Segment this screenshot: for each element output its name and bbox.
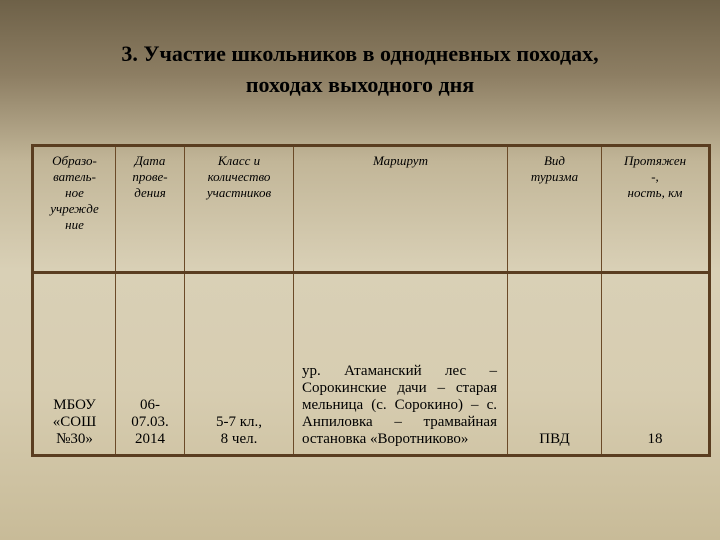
cell-text: 07.03. bbox=[131, 414, 169, 430]
header-text: Протяжен bbox=[623, 153, 687, 168]
cell-text: 5-7 кл., bbox=[215, 414, 263, 430]
hikes-table bbox=[31, 144, 711, 457]
header-text: дения bbox=[134, 185, 166, 200]
slide-title-line-2: походах выходного дня bbox=[245, 72, 475, 97]
header-text: количество bbox=[207, 169, 271, 184]
header-text: -, bbox=[651, 169, 659, 184]
cell-text: №30» bbox=[56, 431, 93, 447]
header-text: Класс и bbox=[217, 153, 261, 168]
table-row bbox=[33, 273, 710, 456]
cell-text: 8 чел. bbox=[220, 431, 258, 447]
header-text: Маршрут bbox=[373, 153, 428, 168]
header-participants bbox=[185, 146, 294, 273]
slide-title bbox=[0, 38, 720, 100]
header-text: Образо- bbox=[52, 153, 97, 168]
cell-text: МБОУ bbox=[53, 397, 96, 413]
cell-text: 2014 bbox=[135, 431, 165, 447]
header-text: ность, км bbox=[627, 185, 683, 200]
cell-participants bbox=[185, 273, 294, 456]
cell-length: 18 bbox=[602, 273, 710, 456]
header-text: туризма bbox=[530, 169, 579, 184]
header-text: участников bbox=[206, 185, 272, 200]
header-text: Дата bbox=[134, 153, 166, 168]
header-text: Вид bbox=[543, 153, 566, 168]
slide-title-line-1: 3. Участие школьников в однодневных походах, bbox=[121, 41, 599, 66]
cell-route: ур. Атаманский лес – Сорокинские дачи – старая мельница (с. Сорокино) – с. Анпиловка – трамвайная остановка «Воротниково» bbox=[294, 273, 508, 456]
header-route bbox=[294, 146, 508, 273]
header-text: ватель- bbox=[53, 169, 96, 184]
header-text: прове- bbox=[132, 169, 168, 184]
cell-date bbox=[116, 273, 185, 456]
header-text: ное bbox=[65, 185, 84, 200]
header-text: ние bbox=[65, 217, 84, 232]
header-tourism-type bbox=[508, 146, 602, 273]
cell-tourism-type: ПВД bbox=[508, 273, 602, 456]
header-date bbox=[116, 146, 185, 273]
header-institution bbox=[33, 146, 116, 273]
table-header-row bbox=[33, 146, 710, 273]
header-length bbox=[602, 146, 710, 273]
cell-institution bbox=[33, 273, 116, 456]
cell-text: 06- bbox=[140, 397, 160, 413]
header-text: учрежде bbox=[50, 201, 99, 216]
cell-text: «СОШ bbox=[52, 414, 97, 430]
